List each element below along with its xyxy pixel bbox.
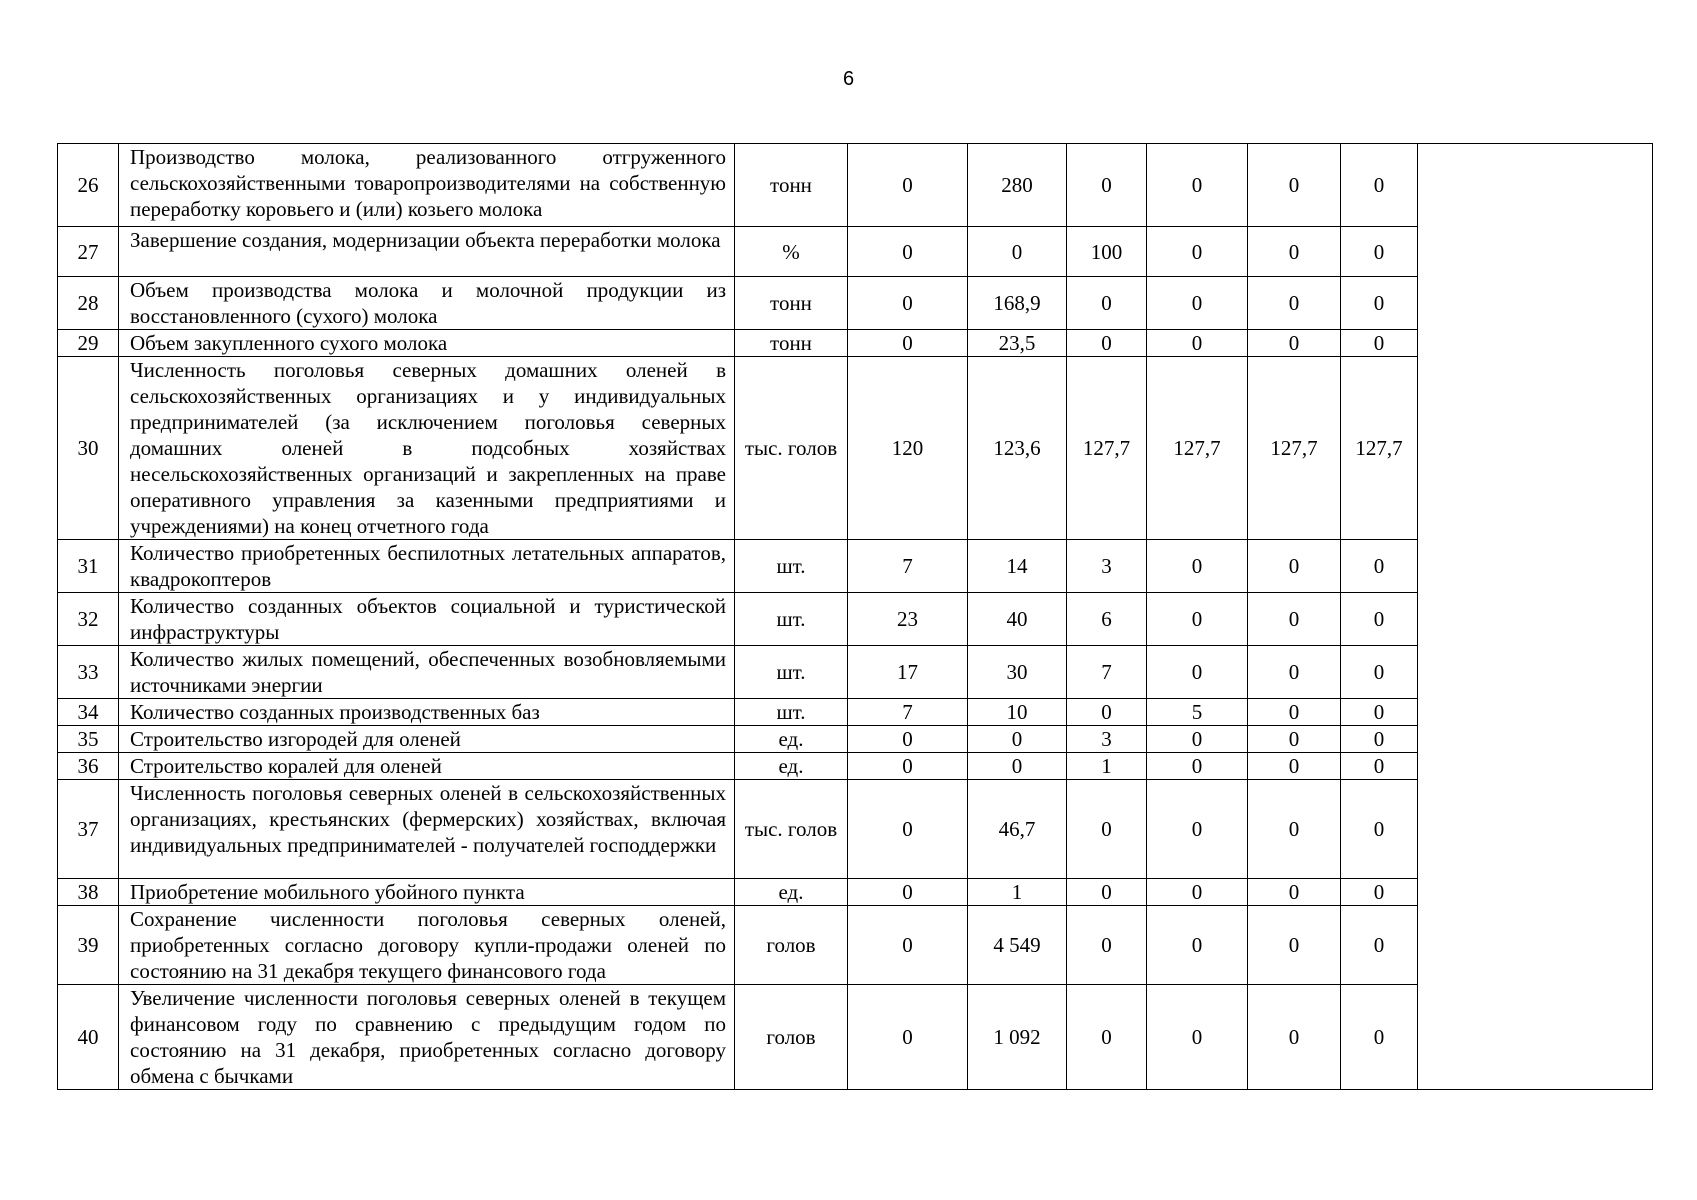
value-cell: 168,9 [968, 277, 1067, 330]
row-number-cell: 36 [58, 753, 119, 780]
table-row [58, 330, 1653, 357]
value-cell: 0 [848, 879, 968, 906]
value-cell: 100 [1067, 227, 1147, 277]
value-cell: 0 [1248, 985, 1341, 1090]
empty-cell [1418, 277, 1653, 330]
value-cell: 1 [968, 879, 1067, 906]
indicator-name-cell: Количество жилых помещений, обеспеченных возобновляемыми источниками энергии [119, 646, 735, 699]
value-cell: 0 [1248, 879, 1341, 906]
value-cell: 0 [1341, 540, 1418, 593]
value-cell: 0 [1248, 726, 1341, 753]
table-row [58, 906, 1653, 985]
value-cell: 127,7 [1341, 357, 1418, 540]
value-cell: 7 [848, 540, 968, 593]
indicator-name-cell: Увеличение численности поголовья северных оленей в текущем финансовом году по сравнению с предыдущим годом по состоянию на 31 декабря, приобретенных согласно договору обмена с бычками [119, 985, 735, 1090]
row-number-cell: 37 [58, 780, 119, 879]
page-number: 6 [842, 68, 855, 90]
row-number-cell: 39 [58, 906, 119, 985]
value-cell: 0 [1248, 593, 1341, 646]
value-cell: 0 [848, 144, 968, 227]
unit-cell: шт. [735, 540, 848, 593]
value-cell: 7 [1067, 646, 1147, 699]
value-cell: 0 [1341, 753, 1418, 780]
empty-cell [1418, 540, 1653, 593]
value-cell: 0 [968, 753, 1067, 780]
value-cell: 5 [1147, 699, 1248, 726]
table-row [58, 277, 1653, 330]
table-row [58, 227, 1653, 277]
value-cell: 0 [1341, 277, 1418, 330]
value-cell: 0 [1067, 699, 1147, 726]
indicator-name-cell: Численность поголовья северных домашних оленей в сельскохозяйственных организациях и у индивидуальных предпринимателей (за исключением поголовья северных домашних оленей в подсобных хозяйствах несельскохозяйственных организаций и закрепленных на праве оперативного управления за казенными предприятиями и учреждениями) на конец отчетного года [119, 357, 735, 540]
unit-cell: тонн [735, 144, 848, 227]
unit-cell: тонн [735, 330, 848, 357]
value-cell: 17 [848, 646, 968, 699]
unit-cell: ед. [735, 726, 848, 753]
value-cell: 0 [1341, 646, 1418, 699]
value-cell: 0 [1147, 277, 1248, 330]
value-cell: 23 [848, 593, 968, 646]
value-cell: 4 549 [968, 906, 1067, 985]
empty-cell [1418, 906, 1653, 985]
indicator-name-cell: Объем производства молока и молочной продукции из восстановленного (сухого) молока [119, 277, 735, 330]
indicator-name-cell: Количество приобретенных беспилотных летательных аппаратов, квадрокоптеров [119, 540, 735, 593]
unit-cell: голов [735, 985, 848, 1090]
unit-cell: шт. [735, 646, 848, 699]
value-cell: 0 [1341, 330, 1418, 357]
empty-cell [1418, 699, 1653, 726]
value-cell: 0 [1248, 780, 1341, 879]
row-number-cell: 40 [58, 985, 119, 1090]
indicator-name-cell: Сохранение численности поголовья северных оленей, приобретенных согласно договору купли-продажи оленей по состоянию на 31 декабря текущего финансового года [119, 906, 735, 985]
indicators-table [57, 143, 1653, 1090]
value-cell: 0 [1248, 646, 1341, 699]
value-cell: 0 [1147, 646, 1248, 699]
value-cell: 0 [1248, 277, 1341, 330]
value-cell: 0 [1147, 985, 1248, 1090]
value-cell: 0 [848, 330, 968, 357]
value-cell: 0 [1248, 227, 1341, 277]
value-cell: 0 [848, 780, 968, 879]
indicator-name-cell: Количество созданных объектов социальной и туристической инфраструктуры [119, 593, 735, 646]
value-cell: 0 [1147, 540, 1248, 593]
value-cell: 0 [1147, 906, 1248, 985]
value-cell: 0 [1067, 330, 1147, 357]
indicator-name-cell: Численность поголовья северных оленей в сельскохозяйственных организациях, крестьянских (фермерских) хозяйствах, включая индивидуальных предпринимателей - получателей господдержки [119, 780, 735, 879]
value-cell: 0 [1248, 540, 1341, 593]
unit-cell: шт. [735, 699, 848, 726]
value-cell: 3 [1067, 726, 1147, 753]
value-cell: 1 [1067, 753, 1147, 780]
empty-cell [1418, 144, 1653, 227]
value-cell: 0 [968, 726, 1067, 753]
row-number-cell: 27 [58, 227, 119, 277]
value-cell: 0 [848, 726, 968, 753]
value-cell: 6 [1067, 593, 1147, 646]
table-row [58, 753, 1653, 780]
value-cell: 0 [1341, 227, 1418, 277]
table-row [58, 699, 1653, 726]
value-cell: 0 [1341, 985, 1418, 1090]
indicator-name-cell: Строительство коралей для оленей [119, 753, 735, 780]
row-number-cell: 33 [58, 646, 119, 699]
value-cell: 7 [848, 699, 968, 726]
row-number-cell: 35 [58, 726, 119, 753]
row-number-cell: 34 [58, 699, 119, 726]
row-number-cell: 29 [58, 330, 119, 357]
value-cell: 0 [848, 227, 968, 277]
value-cell: 30 [968, 646, 1067, 699]
empty-cell [1418, 879, 1653, 906]
value-cell: 0 [1067, 780, 1147, 879]
table-row [58, 593, 1653, 646]
value-cell: 3 [1067, 540, 1147, 593]
unit-cell: ед. [735, 753, 848, 780]
indicator-name-cell: Завершение создания, модернизации объекта переработки молока [119, 227, 735, 277]
value-cell: 0 [968, 227, 1067, 277]
value-cell: 46,7 [968, 780, 1067, 879]
value-cell: 0 [1147, 227, 1248, 277]
row-number-cell: 30 [58, 357, 119, 540]
indicator-name-cell: Приобретение мобильного убойного пункта [119, 879, 735, 906]
indicator-name-cell: Объем закупленного сухого молока [119, 330, 735, 357]
value-cell: 23,5 [968, 330, 1067, 357]
value-cell: 123,6 [968, 357, 1067, 540]
value-cell: 0 [1147, 780, 1248, 879]
empty-cell [1418, 753, 1653, 780]
empty-cell [1418, 780, 1653, 879]
value-cell: 40 [968, 593, 1067, 646]
value-cell: 0 [1341, 879, 1418, 906]
table-body [58, 144, 1653, 1090]
indicator-name-cell: Количество созданных производственных баз [119, 699, 735, 726]
value-cell: 280 [968, 144, 1067, 227]
value-cell: 127,7 [1067, 357, 1147, 540]
value-cell: 0 [1248, 906, 1341, 985]
value-cell: 0 [1248, 144, 1341, 227]
value-cell: 0 [1147, 144, 1248, 227]
empty-cell [1418, 330, 1653, 357]
row-number-cell: 28 [58, 277, 119, 330]
unit-cell: % [735, 227, 848, 277]
value-cell: 0 [1067, 985, 1147, 1090]
row-number-cell: 26 [58, 144, 119, 227]
value-cell: 10 [968, 699, 1067, 726]
value-cell: 1 092 [968, 985, 1067, 1090]
value-cell: 127,7 [1147, 357, 1248, 540]
table-row [58, 540, 1653, 593]
empty-cell [1418, 646, 1653, 699]
value-cell: 0 [1067, 144, 1147, 227]
table-row [58, 985, 1653, 1090]
value-cell: 0 [1067, 277, 1147, 330]
unit-cell: голов [735, 906, 848, 985]
value-cell: 0 [1341, 593, 1418, 646]
empty-cell [1418, 227, 1653, 277]
value-cell: 0 [1248, 753, 1341, 780]
indicator-name-cell: Строительство изгородей для оленей [119, 726, 735, 753]
table-row [58, 879, 1653, 906]
value-cell: 0 [1248, 330, 1341, 357]
value-cell: 0 [1147, 726, 1248, 753]
value-cell: 0 [1067, 906, 1147, 985]
value-cell: 0 [1147, 593, 1248, 646]
unit-cell: шт. [735, 593, 848, 646]
empty-cell [1418, 593, 1653, 646]
unit-cell: тонн [735, 277, 848, 330]
value-cell: 0 [1341, 780, 1418, 879]
value-cell: 0 [1248, 699, 1341, 726]
value-cell: 0 [1341, 726, 1418, 753]
value-cell: 120 [848, 357, 968, 540]
value-cell: 14 [968, 540, 1067, 593]
value-cell: 0 [1067, 879, 1147, 906]
value-cell: 0 [848, 906, 968, 985]
value-cell: 127,7 [1248, 357, 1341, 540]
unit-cell: тыс. голов [735, 780, 848, 879]
table-row [58, 357, 1653, 540]
empty-cell [1418, 726, 1653, 753]
empty-cell [1418, 985, 1653, 1090]
value-cell: 0 [1147, 879, 1248, 906]
empty-cell [1418, 357, 1653, 540]
unit-cell: тыс. голов [735, 357, 848, 540]
value-cell: 0 [1341, 906, 1418, 985]
value-cell: 0 [1341, 144, 1418, 227]
indicator-name-cell: Производство молока, реализованного отгруженного сельскохозяйственными товаропроизводителями на собственную переработку коровьего и (или) козьего молока [119, 144, 735, 227]
value-cell: 0 [848, 985, 968, 1090]
row-number-cell: 32 [58, 593, 119, 646]
value-cell: 0 [1341, 699, 1418, 726]
row-number-cell: 31 [58, 540, 119, 593]
table-row [58, 144, 1653, 227]
row-number-cell: 38 [58, 879, 119, 906]
unit-cell: ед. [735, 879, 848, 906]
table-row [58, 780, 1653, 879]
value-cell: 0 [848, 277, 968, 330]
value-cell: 0 [1147, 753, 1248, 780]
value-cell: 0 [1147, 330, 1248, 357]
table-row [58, 646, 1653, 699]
value-cell: 0 [848, 753, 968, 780]
table-row [58, 726, 1653, 753]
